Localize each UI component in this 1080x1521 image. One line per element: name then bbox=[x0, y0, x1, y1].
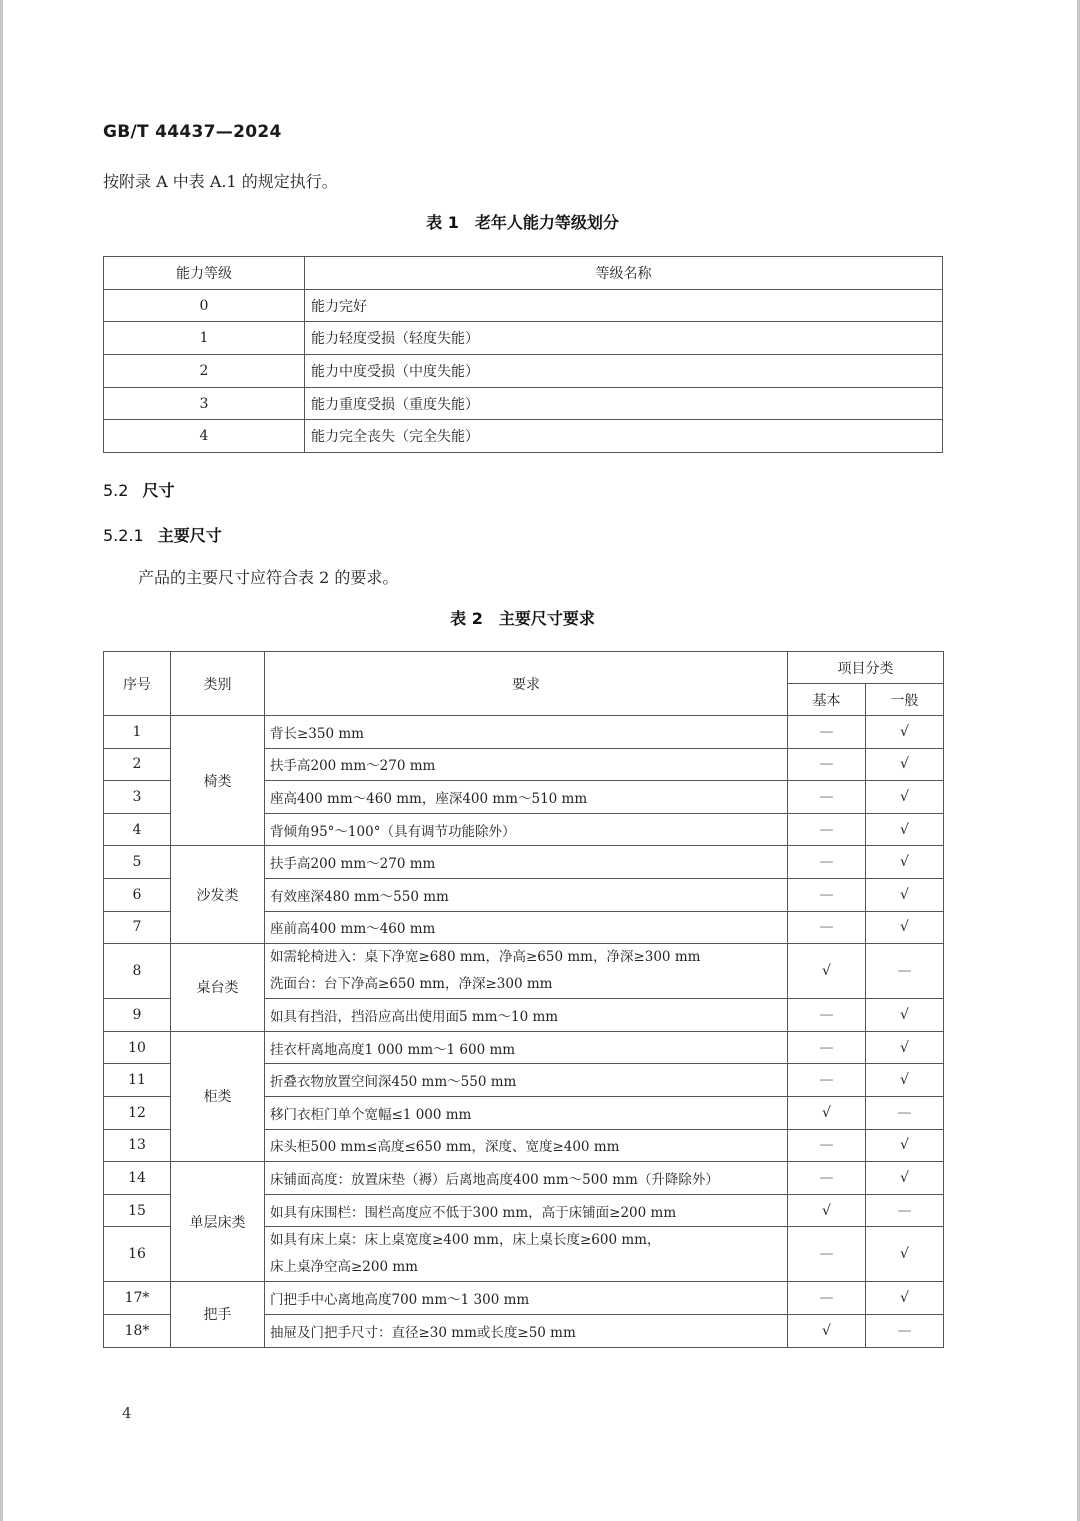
table1-row bbox=[104, 289, 943, 322]
intro-paragraph: 按附录 A 中表 A.1 的规定执行。 bbox=[103, 172, 338, 191]
category-cell: 单层床类 bbox=[171, 1162, 265, 1282]
seq-cell: 4 bbox=[104, 813, 171, 846]
general-mark: √ bbox=[866, 1129, 944, 1162]
general-mark: — bbox=[866, 1314, 944, 1347]
basic-mark: — bbox=[788, 846, 866, 879]
table1-level: 4 bbox=[104, 420, 305, 453]
table2-caption: 表 2 主要尺寸要求 bbox=[450, 609, 595, 628]
section-number: 5.2.1 bbox=[103, 526, 144, 545]
section-title: 主要尺寸 bbox=[157, 526, 222, 545]
basic-mark: — bbox=[788, 748, 866, 781]
requirement-cell: 如具有床围栏：围栏高度应不低于300 mm，高于床铺面≥200 mm bbox=[265, 1194, 788, 1227]
table1-row bbox=[104, 355, 943, 388]
section-5-2-1-heading bbox=[103, 523, 222, 546]
table1 bbox=[103, 256, 943, 453]
basic-mark: √ bbox=[788, 1194, 866, 1227]
requirement-cell: 背倾角95°～100°（具有调节功能除外） bbox=[265, 813, 788, 846]
table1-level: 2 bbox=[104, 355, 305, 388]
table-row bbox=[104, 944, 944, 999]
table1-level: 0 bbox=[104, 289, 305, 322]
section-number: 5.2 bbox=[103, 481, 129, 500]
general-mark: √ bbox=[866, 748, 944, 781]
seq-cell: 10 bbox=[104, 1031, 171, 1064]
table1-caption: 表 1 老年人能力等级划分 bbox=[426, 213, 619, 232]
requirement-cell: 如具有挡沿，挡沿应高出使用面5 mm～10 mm bbox=[265, 999, 788, 1032]
basic-mark: — bbox=[788, 781, 866, 814]
seq-cell: 5 bbox=[104, 846, 171, 879]
table1-row bbox=[104, 420, 943, 453]
category-cell: 把手 bbox=[171, 1282, 265, 1347]
basic-mark: — bbox=[788, 878, 866, 911]
table2-header-classification: 项目分类 bbox=[788, 652, 944, 684]
seq-cell: 11 bbox=[104, 1064, 171, 1097]
table1-row bbox=[104, 387, 943, 420]
basic-mark: √ bbox=[788, 944, 866, 999]
requirement-cell: 床铺面高度：放置床垫（褥）后离地高度400 mm～500 mm（升降除外） bbox=[265, 1162, 788, 1195]
basic-mark: — bbox=[788, 813, 866, 846]
seq-cell: 14 bbox=[104, 1162, 171, 1195]
category-cell: 桌台类 bbox=[171, 944, 265, 1032]
table1-name: 能力重度受损（重度失能） bbox=[305, 387, 943, 420]
seq-cell: 12 bbox=[104, 1096, 171, 1129]
requirement-line: 如具有床上桌：床上桌宽度≥400 mm，床上桌长度≥600 mm， bbox=[270, 1232, 661, 1249]
requirement-cell: 门把手中心离地高度700 mm～1 300 mm bbox=[265, 1282, 788, 1315]
table1-header-name: 等级名称 bbox=[305, 257, 943, 290]
basic-mark: — bbox=[788, 1064, 866, 1097]
table1-name: 能力完好 bbox=[305, 289, 943, 322]
requirement-cell bbox=[265, 944, 788, 999]
general-mark: √ bbox=[866, 781, 944, 814]
basic-mark: — bbox=[788, 999, 866, 1032]
general-mark: √ bbox=[866, 1282, 944, 1315]
basic-mark: — bbox=[788, 911, 866, 944]
table1-level: 1 bbox=[104, 322, 305, 355]
category-cell: 沙发类 bbox=[171, 846, 265, 944]
basic-mark: √ bbox=[788, 1096, 866, 1129]
seq-cell: 3 bbox=[104, 781, 171, 814]
requirement-line: 洗面台：台下净高≥650 mm，净深≥300 mm bbox=[270, 976, 553, 993]
requirement-cell: 折叠衣物放置空间深450 mm～550 mm bbox=[265, 1064, 788, 1097]
general-mark: √ bbox=[866, 1162, 944, 1195]
basic-mark: — bbox=[788, 1162, 866, 1195]
table1-row bbox=[104, 322, 943, 355]
table2-header-seq: 序号 bbox=[104, 652, 171, 716]
section-title: 尺寸 bbox=[142, 481, 175, 500]
table-row bbox=[104, 716, 944, 749]
table2-header-requirement: 要求 bbox=[265, 652, 788, 716]
seq-cell: 2 bbox=[104, 748, 171, 781]
seq-cell: 9 bbox=[104, 999, 171, 1032]
seq-cell: 16 bbox=[104, 1227, 171, 1282]
table1-header-row bbox=[104, 257, 943, 290]
requirement-line: 床上桌净空高≥200 mm bbox=[270, 1259, 418, 1276]
section-5-2-1-paragraph: 产品的主要尺寸应符合表 2 的要求。 bbox=[138, 568, 399, 587]
general-mark: — bbox=[866, 1096, 944, 1129]
seq-cell: 8 bbox=[104, 944, 171, 999]
general-mark: √ bbox=[866, 878, 944, 911]
basic-mark: — bbox=[788, 716, 866, 749]
seq-cell: 15 bbox=[104, 1194, 171, 1227]
table2-header-row bbox=[104, 652, 944, 684]
category-cell: 柜类 bbox=[171, 1031, 265, 1161]
requirement-cell bbox=[265, 1227, 788, 1282]
general-mark: √ bbox=[866, 911, 944, 944]
table2-header-category: 类别 bbox=[171, 652, 265, 716]
table2-header-general: 一般 bbox=[866, 684, 944, 716]
requirement-cell: 背长≥350 mm bbox=[265, 716, 788, 749]
general-mark: — bbox=[866, 1194, 944, 1227]
general-mark: √ bbox=[866, 1227, 944, 1282]
table2-header-basic: 基本 bbox=[788, 684, 866, 716]
basic-mark: — bbox=[788, 1227, 866, 1282]
table1-name: 能力中度受损（中度失能） bbox=[305, 355, 943, 388]
table1-level: 3 bbox=[104, 387, 305, 420]
requirement-cell: 抽屉及门把手尺寸：直径≥30 mm或长度≥50 mm bbox=[265, 1314, 788, 1347]
page-number: 4 bbox=[122, 1404, 132, 1422]
general-mark: √ bbox=[866, 813, 944, 846]
general-mark: — bbox=[866, 944, 944, 999]
basic-mark: — bbox=[788, 1129, 866, 1162]
table-row bbox=[104, 1031, 944, 1064]
requirement-cell: 座前高400 mm～460 mm bbox=[265, 911, 788, 944]
section-5-2-heading bbox=[103, 478, 174, 501]
basic-mark: — bbox=[788, 1282, 866, 1315]
seq-cell: 13 bbox=[104, 1129, 171, 1162]
table1-header-level: 能力等级 bbox=[104, 257, 305, 290]
general-mark: √ bbox=[866, 846, 944, 879]
seq-cell: 18* bbox=[104, 1314, 171, 1347]
requirement-cell: 扶手高200 mm～270 mm bbox=[265, 748, 788, 781]
general-mark: √ bbox=[866, 716, 944, 749]
seq-cell: 7 bbox=[104, 911, 171, 944]
general-mark: √ bbox=[866, 999, 944, 1032]
requirement-line: 如需轮椅进入：桌下净宽≥680 mm，净高≥650 mm，净深≥300 mm bbox=[270, 949, 701, 966]
general-mark: √ bbox=[866, 1031, 944, 1064]
standard-number: GB/T 44437—2024 bbox=[103, 122, 282, 142]
basic-mark: √ bbox=[788, 1314, 866, 1347]
general-mark: √ bbox=[866, 1064, 944, 1097]
basic-mark: — bbox=[788, 1031, 866, 1064]
seq-cell: 17* bbox=[104, 1282, 171, 1315]
category-cell: 椅类 bbox=[171, 716, 265, 846]
table1-name: 能力完全丧失（完全失能） bbox=[305, 420, 943, 453]
table-row bbox=[104, 1282, 944, 1315]
requirement-cell: 座高400 mm～460 mm，座深400 mm～510 mm bbox=[265, 781, 788, 814]
seq-cell: 1 bbox=[104, 716, 171, 749]
table-row bbox=[104, 1162, 944, 1195]
requirement-cell: 扶手高200 mm～270 mm bbox=[265, 846, 788, 879]
table1-name: 能力轻度受损（轻度失能） bbox=[305, 322, 943, 355]
requirement-cell: 移门衣柜门单个宽幅≤1 000 mm bbox=[265, 1096, 788, 1129]
table-row bbox=[104, 846, 944, 879]
table2 bbox=[103, 651, 944, 1348]
requirement-cell: 床头柜500 mm≤高度≤650 mm，深度、宽度≥400 mm bbox=[265, 1129, 788, 1162]
requirement-cell: 有效座深480 mm～550 mm bbox=[265, 878, 788, 911]
requirement-cell: 挂衣杆离地高度1 000 mm～1 600 mm bbox=[265, 1031, 788, 1064]
seq-cell: 6 bbox=[104, 878, 171, 911]
